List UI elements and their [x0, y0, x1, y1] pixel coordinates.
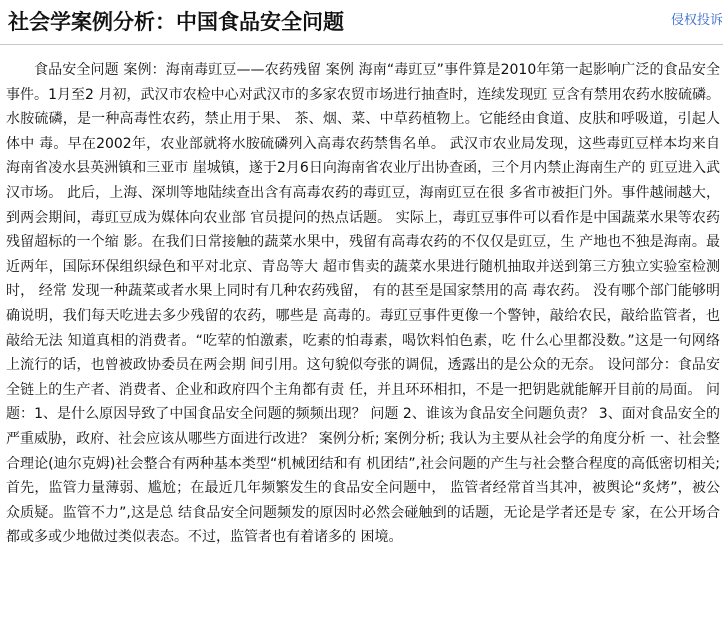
report-infringement-link[interactable]: 侵权投诉 — [671, 13, 723, 28]
page-header — [0, 0, 723, 45]
article-body-paragraph: 食品安全问题 案例：海南毒豇豆——农药残留 案例 海南“毒豇豆”事件算是2010年第一起影响广泛的食品安全事件。1月至2 月初，武汉市农检中心对武汉市的多家农贸市场进行抽查时，连续发现豇 豆含有禁用农药水胺硫磷。 水胺硫磷，是一种高毒性农药，禁止用于果、 茶、烟、菜、中草药植物上。它能经由食道、皮肤和呼吸道，引起人体中 毒。早在2002年，农业部就将水胺硫磷列入高毒农药禁售名单。 武汉市农业局发现，这些毒豇豆样本均来自海南省凌水县英洲镇和三亚市 崖城镇，遂于2月6日向海南省农业厅出协查函，三个月内禁止海南生产的 豇豆进入武汉市场。 此后，上海、深圳等地陆续查出含有高毒农药的毒豇豆，海南豇豆在很 多省市被拒门外。事件越闹越大，到两会期间，毒豇豆成为媒体向农业部 官员提问的热点话题。 实际上，毒豇豆事件可以看作是中国蔬菜水果等农药残留超标的一个缩 影。在我们日常接触的蔬菜水果中，残留有高毒农药的不仅仅是豇豆，生 产地也不独是海南。最近两年，国际环保组织绿色和平对北京、青岛等大 超市售卖的蔬菜水果进行随机抽取并送到第三方独立实验室检测时， 经常 发现一种蔬菜或者水果上同时有几种农药残留， 有的甚至是国家禁用的高 毒农药。 没有哪个部门能够明确说明，我们每天吃进去多少残留的农药，哪些是 高毒的。毒豇豆事件更像一个警钟，敲给农民，敲给监管者，也敲给无法 知道真相的消费者。“吃荤的怕激素，吃素的怕毒素，喝饮料怕色素，吃 什么心里都没数。”这是一句网络上流行的话，也曾被政协委员在两会期 间引用。这句貌似夸张的调侃，透露出的是公众的无奈。 设问部分：食品安全链上的生产者、消费者、企业和政府四个主角都有责 任，并且环环相扣，不是一把钥匙就能解开目前的局面。 问题：1、是什么原因导致了中国食品安全问题的频频出现？ 问题 2、谁该为食品安全问题负责？ 3、面对食品安全的严重威胁，政府、社会应该从哪些方面进行改进？ 案例分析; 案例分析; 我认为主要从社会学的角度分析 一、社会整合理论(迪尔克姆)社会整合有两种基本类型“机械团结和有 机团结”,社会问题的产生与社会整合程度的高低密切相关; 首先，监管力量薄弱、尴尬；在最近几年频繁发生的食品安全问题中， 监管者经常首当其冲，被舆论“炙烤”，被公众质疑。监管不力”,这是总 结食品安全问题频发的原因时必然会碰触到的话题，无论是学者还是专 家，在公开场合都或多或少地做过类似表态。不过，监管者也有着诸多的 困境。 — [6, 62, 720, 546]
page-title: 社会学案例分析：中国食品安全问题 — [8, 9, 344, 34]
article-content — [6, 58, 720, 624]
